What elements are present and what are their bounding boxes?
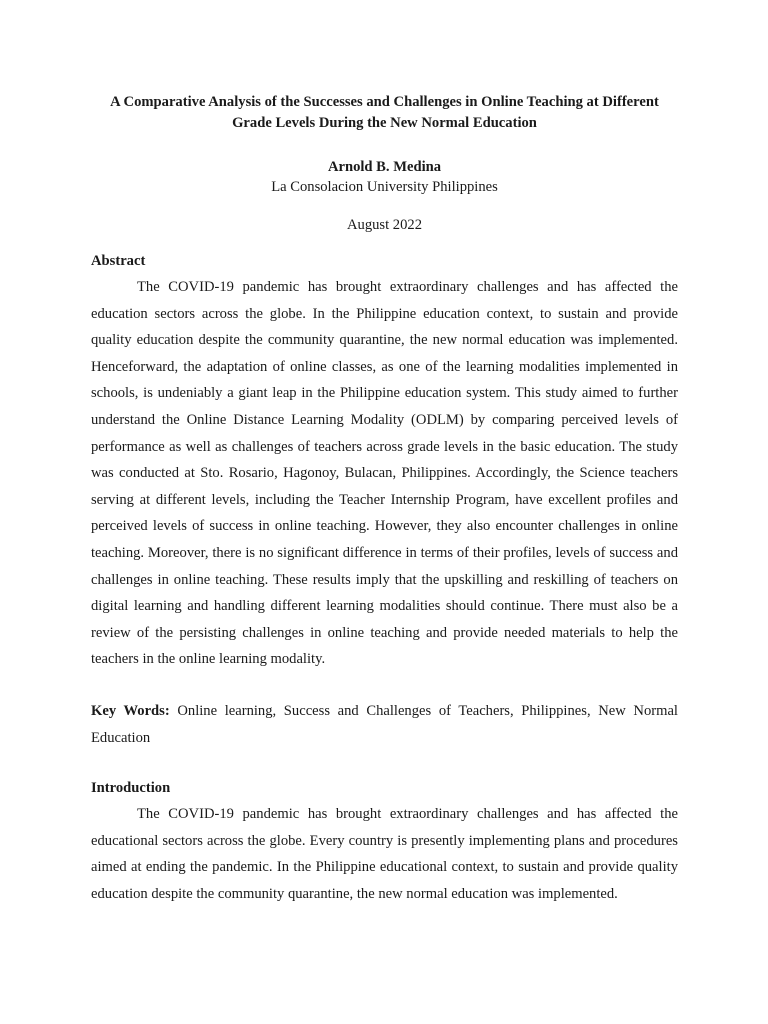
author-name: Arnold B. Medina xyxy=(327,159,442,175)
introduction-heading: Introduction xyxy=(91,780,171,797)
publication-date: August 2022 xyxy=(347,217,422,233)
introduction-text: The COVID-19 pandemic has brought extraordinary challenges and has affected the educational sectors across the globe. Every country is presently implementing plans and procedures aimed at ending the pandemic. In the Philippine educational context, to sustain and provide quality education despite the community quarantine, the new normal education was implemented. xyxy=(91,806,678,902)
paper-title: A Comparative Analysis of the Successes and Challenges in Online Teaching at Different Grade Levels During the New Normal Education xyxy=(110,94,659,131)
keywords-text: Online learning, Success and Challenges of Teachers, Philippines, New Normal Education xyxy=(91,702,678,746)
abstract-heading: Abstract xyxy=(91,253,146,269)
abstract-text: The COVID-19 pandemic has brought extraordinary challenges and has affected the education sectors across the globe. In the Philippine education context, to sustain and provide quality education despite the community quarantine, the new normal education was implemented. Henceforward, the adaptation of online classes, as one of the learning modalities implemented in schools, is undeniably a giant leap in the Philippine education system. This study aimed to further understand the Online Distance Learning Modality (ODLM) by comparing perceived levels of performance as well as challenges of teachers across grade levels in the basic education. The study was conducted at Sto. Rosario, Hagonoy, Bulacan, Philippines. Accordingly, the Science teachers serving at different levels, including the Teacher Internship Program, have excellent profiles and perceived levels of success in online teaching. However, they also encounter challenges in online teaching. Moreover, there is no significant difference in terms of their profiles, levels of success and challenges in online teaching. These results imply that the upskilling and reskilling of teachers on digital learning and handling different learning modalities should continue. There must also be a review of the persisting challenges in online teaching and provide needed materials to help the teachers in the online learning modality. xyxy=(91,279,678,668)
keywords xyxy=(91,698,678,751)
keywords-label: Key Words: xyxy=(91,702,170,719)
author-affiliation: La Consolacion University Philippines xyxy=(271,179,498,195)
paper-page xyxy=(91,92,678,907)
